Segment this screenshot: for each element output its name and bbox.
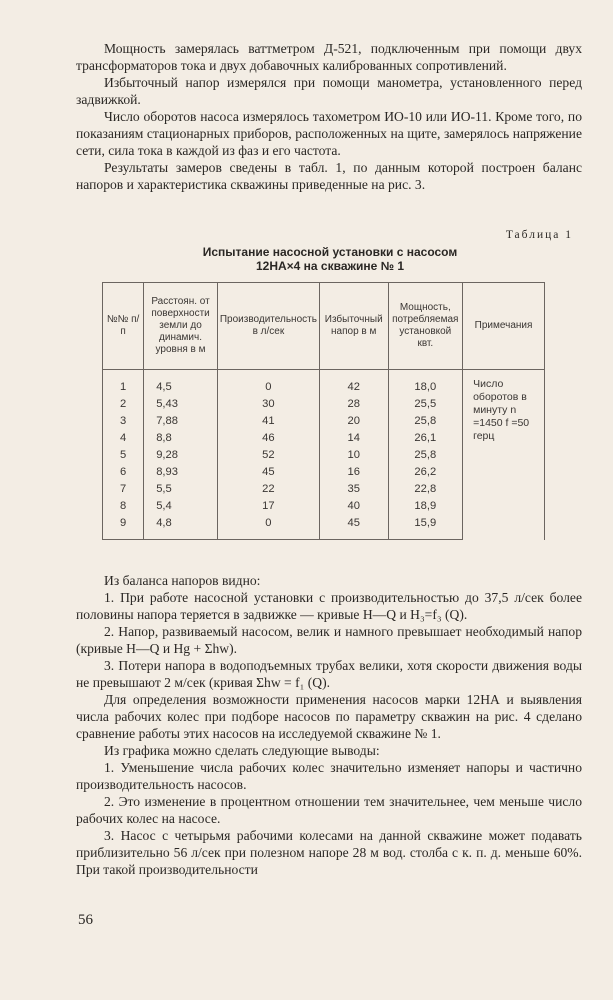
table-cell: 17: [217, 497, 319, 514]
table-row: [103, 370, 545, 396]
paragraph: Для определения возможности применения насосов марки 12НА и выявления числа рабочих колес при подборе насосов по параметру скважин на рис. 4 сделано сравнение работы этих насосов на исследуемой скважине № 1.: [76, 692, 582, 741]
table-cell: 25,8: [388, 412, 463, 429]
table-cell: 25,5: [388, 395, 463, 412]
table-cell: 0: [217, 514, 319, 540]
table-cell: 22: [217, 480, 319, 497]
table-cell: 6: [103, 463, 144, 480]
paragraph: Из баланса напоров видно:: [104, 573, 261, 588]
table-cell: 5,43: [144, 395, 218, 412]
table-cell: 45: [217, 463, 319, 480]
table-cell: 26,2: [388, 463, 463, 480]
table-header-row: [103, 283, 545, 370]
table-cell: 30: [217, 395, 319, 412]
table-cell: 22,8: [388, 480, 463, 497]
table-cell: 8,93: [144, 463, 218, 480]
table-cell: 10: [319, 446, 388, 463]
table-label: Таблица 1: [505, 229, 573, 241]
paragraph: Число оборотов насоса измерялось тахометром ИО-10 или ИО-11. Кроме того, по показаниям стационарных приборов, расположенных на щите, замерялось напряжение сети, сила тока в каждой из фаз и его частота.: [76, 109, 582, 158]
table-cell: 35: [319, 480, 388, 497]
table-cell: 9: [103, 514, 144, 540]
paragraph: Избыточный напор измерялся при помощи манометра, установленного перед задвижкой.: [76, 75, 582, 107]
table-cell: 3: [103, 412, 144, 429]
table-cell: 1: [103, 370, 144, 396]
table-cell: 5: [103, 446, 144, 463]
table-cell: 14: [319, 429, 388, 446]
table-cell: 16: [319, 463, 388, 480]
table-cell: 0: [217, 370, 319, 396]
table-cell: 8,8: [144, 429, 218, 446]
paragraph: 1. При работе насосной установки с производительностью до 37,5 л/сек более половины напора теряется в задвижке — кривые H—Q и H₃=f₃ (Q).: [76, 590, 582, 622]
paragraph: 2. Напор, развиваемый насосом, велик и намного превышает необходимый напор (кривые H—Q и Hg + Σhw).: [76, 624, 582, 656]
header-cell: Мощность, потребляемая установкой квт.: [388, 283, 463, 370]
table-cell: 45: [319, 514, 388, 540]
paragraph: 3. Потери напора в водоподъемных трубах велики, хотя скорости движения воды не превышают 2 м/сек (кривая Σhw = f₁ (Q).: [76, 658, 582, 690]
table-cell: 4,5: [144, 370, 218, 396]
table-title-line: Испытание насосной установки с насосом: [202, 245, 458, 259]
table-cell: 5,5: [144, 480, 218, 497]
table-cell: 42: [319, 370, 388, 396]
header-cell: №№ п/п: [103, 283, 144, 370]
table-cell: 15,9: [388, 514, 463, 540]
table-cell: 52: [217, 446, 319, 463]
table-cell: 4: [103, 429, 144, 446]
table-title: [150, 245, 510, 273]
conclusions-text: [76, 572, 582, 878]
table-cell: 7,88: [144, 412, 218, 429]
table-cell: 8: [103, 497, 144, 514]
table-cell: 25,8: [388, 446, 463, 463]
table-title-line: 12НА×4 на скважине № 1: [255, 259, 405, 273]
header-cell: Расстоян. от поверхности земли до динамич. уровня в м: [144, 283, 218, 370]
results-table: [102, 282, 545, 540]
table-cell: 18,9: [388, 497, 463, 514]
table-cell: 40: [319, 497, 388, 514]
table-cell: 46: [217, 429, 319, 446]
table-cell: 9,28: [144, 446, 218, 463]
table-cell: 28: [319, 395, 388, 412]
paragraph: Мощность замерялась ваттметром Д-521, подключенным при помощи двух трансформаторов тока и двух добавочных калиброванных сопротивлений.: [76, 41, 582, 73]
paragraph: 2. Это изменение в процентном отношении тем значительнее, чем меньше число рабочих колес на насосе.: [76, 794, 582, 826]
paragraph: Результаты замеров сведены в табл. 1, по данным которой построен баланс напоров и характеристика скважины приведенные на рис. 3.: [76, 160, 582, 192]
table-cell: 18,0: [388, 370, 463, 396]
table-note: Число оборотов в минуту n =1450 f =50 герц: [463, 370, 545, 540]
table-cell: 7: [103, 480, 144, 497]
table-cell: 5,4: [144, 497, 218, 514]
page-number: 56: [78, 912, 93, 928]
header-cell: Избыточный напор в м: [319, 283, 388, 370]
table-cell: 20: [319, 412, 388, 429]
table-cell: 26,1: [388, 429, 463, 446]
table-cell: 4,8: [144, 514, 218, 540]
paragraph: 1. Уменьшение числа рабочих колес значительно изменяет напоры и частично производительность насосов.: [76, 760, 582, 792]
header-cell: Производительность в л/сек: [217, 283, 319, 370]
header-cell: Примечания: [463, 283, 545, 370]
intro-text: [76, 40, 582, 193]
paragraph: 3. Насос с четырьмя рабочими колесами на данной скважине может подавать приблизительно 56 л/сек при полезном напоре 28 м вод. столба с к. п. д. меньше 60%. При такой производительности: [76, 828, 582, 877]
table-cell: 41: [217, 412, 319, 429]
paragraph: Из графика можно сделать следующие выводы:: [104, 743, 380, 758]
table-cell: 2: [103, 395, 144, 412]
